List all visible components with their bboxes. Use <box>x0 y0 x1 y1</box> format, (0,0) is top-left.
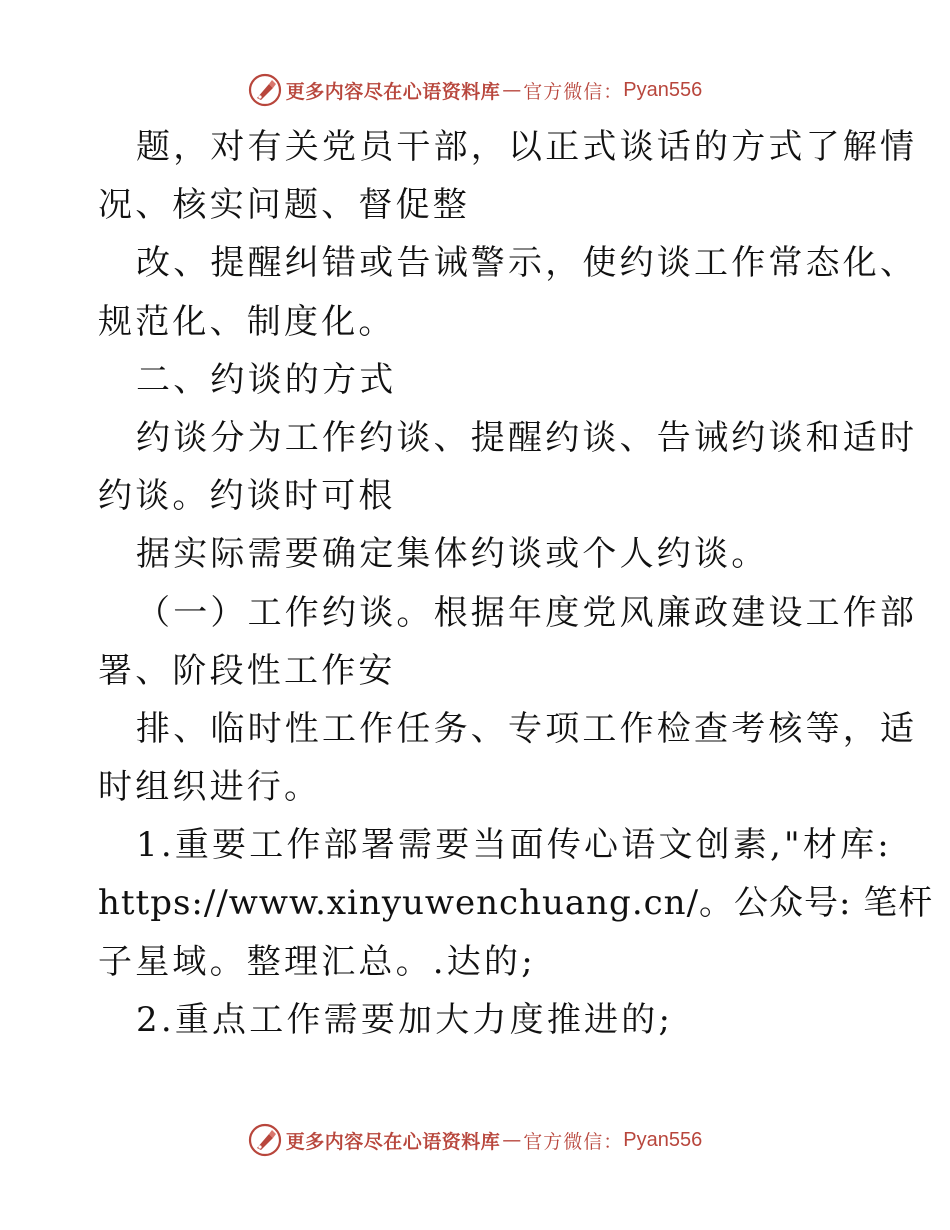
paragraph-line: 排、临时性工作任务、专项工作检查考核等，适 <box>136 708 918 749</box>
paragraph-line: 约谈。约谈时可根 <box>98 476 396 517</box>
banner-main-text: 更多内容尽在心语资料库 <box>285 1130 501 1153</box>
banner-dash: — <box>502 1129 522 1151</box>
pen-nib-logo-icon <box>248 73 282 107</box>
footer-watermark-banner <box>0 1120 950 1160</box>
paragraph-line-url: https://www.xinyuwenchuang.cn/。公众号: 笔杆 <box>98 883 934 924</box>
paragraph-line: 题，对有关党员干部，以正式谈话的方式了解情 <box>136 127 918 167</box>
paragraph-line: 规范化、制度化。 <box>98 301 396 342</box>
banner-wechat-label: 官方微信： <box>523 80 624 103</box>
pen-nib-logo-icon <box>248 1123 282 1157</box>
banner-main-text: 更多内容尽在心语资料库 <box>285 80 501 103</box>
paragraph-line: 况、核实问题、督促整 <box>98 185 470 226</box>
subsection-heading: （一）工作约谈。根据年度党风廉政建设工作部 <box>136 592 918 633</box>
list-item-line: 1.重要工作部署需要当面传心语文创素,"材库: <box>136 825 892 866</box>
banner-wechat-id: Pyan556 <box>623 78 703 101</box>
banner-dash: — <box>502 79 522 101</box>
paragraph-line: 子星域。整理汇总。.达的; <box>98 941 536 982</box>
paragraph-line: 约谈分为工作约谈、提醒约谈、告诫约谈和适时 <box>136 417 918 458</box>
list-item-line: 2.重点工作需要加大力度推进的; <box>136 999 674 1040</box>
section-heading: 二、约谈的方式 <box>136 359 397 400</box>
paragraph-line: 时组织进行。 <box>98 767 322 808</box>
paragraph-line: 据实际需要确定集体约谈或个人约谈。 <box>136 534 769 575</box>
banner-wechat-label: 官方微信： <box>523 1130 624 1153</box>
document-body <box>98 118 934 1049</box>
banner-wechat-id: Pyan556 <box>623 1128 703 1151</box>
paragraph-line: 署、阶段性工作安 <box>98 650 396 691</box>
paragraph-line: 改、提醒纠错或告诫警示，使约谈工作常态化、 <box>136 243 918 284</box>
header-watermark-banner <box>0 70 950 110</box>
